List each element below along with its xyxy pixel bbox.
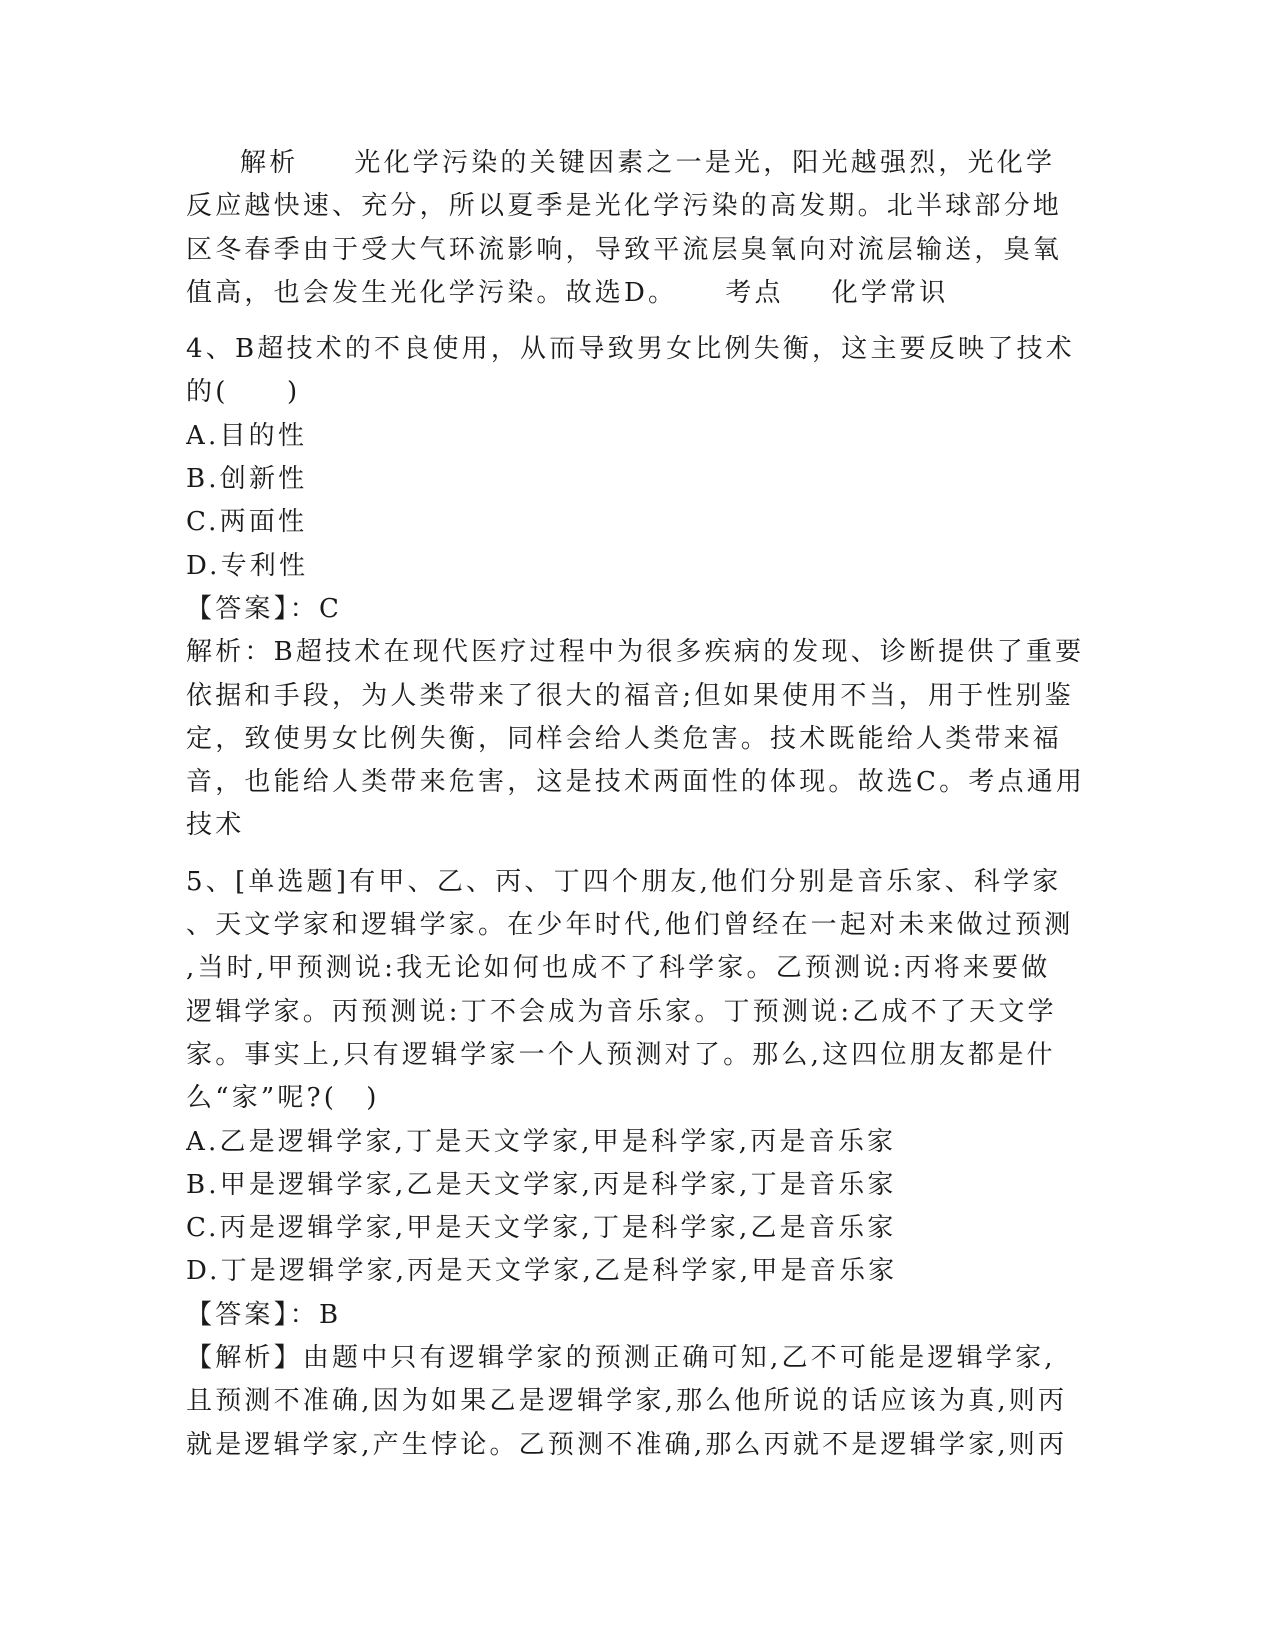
q5-stem-line: 么“家”呢?( ): [186, 1083, 380, 1114]
q3-analysis-label: 解析: [240, 148, 299, 178]
q4-analysis-line: 技术: [186, 810, 245, 841]
q3-analysis-text: 值高，也会发生光化学污染。故选D。: [186, 277, 678, 308]
q5-option: B.甲是逻辑学家,乙是天文学家,丙是科学家,丁是音乐家: [186, 1169, 897, 1200]
q5-stem-line: 、天文学家和逻辑学家。在少年时代,他们曾经在一起对未来做过预测: [186, 910, 1074, 941]
q4-option: D.专利性: [186, 550, 309, 581]
q5-stem-line: 逻辑学家。丙预测说:丁不会成为音乐家。丁预测说:乙成不了天文学: [186, 996, 1057, 1027]
q4-analysis-line: 依据和手段，为人类带来了很大的福音;但如果使用不当，用于性别鉴: [186, 680, 1074, 711]
q5-stem-line: 5、[单选题]有甲、乙、丙、丁四个朋友,他们分别是音乐家、科学家: [186, 866, 1062, 897]
q5-option: D.丁是逻辑学家,丙是天文学家,乙是科学家,甲是音乐家: [186, 1256, 898, 1287]
q4-stem-line: 的( ): [186, 377, 301, 408]
q5-stem-line: ,当时,甲预测说:我无论如何也成不了科学家。乙预测说:丙将来要做: [186, 953, 1051, 984]
q5-option: A.乙是逻辑学家,丁是天文学家,甲是科学家,丙是音乐家: [186, 1126, 897, 1157]
q5-analysis-line: 【解析】由题中只有逻辑学家的预测正确可知,乙不可能是逻辑学家,: [186, 1343, 1056, 1374]
q4-stem-line: 4、B超技术的不良使用，从而导致男女比例失衡，这主要反映了技术: [186, 334, 1075, 365]
q5-stem-line: 家。事实上,只有逻辑学家一个人预测对了。那么,这四位朋友都是什: [186, 1039, 1056, 1070]
q4-answer: 【答案】：C: [186, 593, 343, 624]
q4-analysis-line: 音，也能给人类带来危害，这是技术两面性的体现。故选C。考点通用: [186, 767, 1086, 798]
q4-option: C.两面性: [186, 507, 308, 538]
q3-analysis-text: 光化学污染的关键因素之一是光，阳光越强烈，光化学: [354, 148, 1056, 178]
q5-option: C.丙是逻辑学家,甲是天文学家,丁是科学家,乙是音乐家: [186, 1213, 897, 1244]
q3-analysis-line: [186, 272, 1086, 315]
q3-analysis-line: 反应越快速、充分，所以夏季是光化学污染的高发期。北半球部分地: [186, 191, 1063, 222]
q5-analysis-line: 且预测不准确,因为如果乙是逻辑学家,那么他所说的话应该为真,则丙: [186, 1386, 1068, 1417]
q3-point-label: 考点: [725, 277, 784, 308]
q4-analysis-line: 解析：B超技术在现代医疗过程中为很多疾病的发现、诊断提供了重要: [186, 637, 1085, 668]
q4-analysis-line: 定，致使男女比例失衡，同样会给人类危害。技术既能给人类带来福: [186, 723, 1063, 754]
q5-analysis-line: 就是逻辑学家,产生悖论。乙预测不准确,那么丙就不是逻辑学家,则丙: [186, 1429, 1068, 1460]
q3-point-value: 化学常识: [831, 277, 949, 308]
q4-option: B.创新性: [186, 464, 308, 495]
q3-analysis-line: 区冬春季由于受大气环流影响，导致平流层臭氧向对流层输送，臭氧: [186, 234, 1063, 265]
q4-option: A.目的性: [186, 420, 308, 451]
q5-answer: 【答案】：B: [186, 1299, 342, 1330]
q3-analysis-line: [186, 142, 1086, 185]
document-page: [186, 142, 1086, 1467]
